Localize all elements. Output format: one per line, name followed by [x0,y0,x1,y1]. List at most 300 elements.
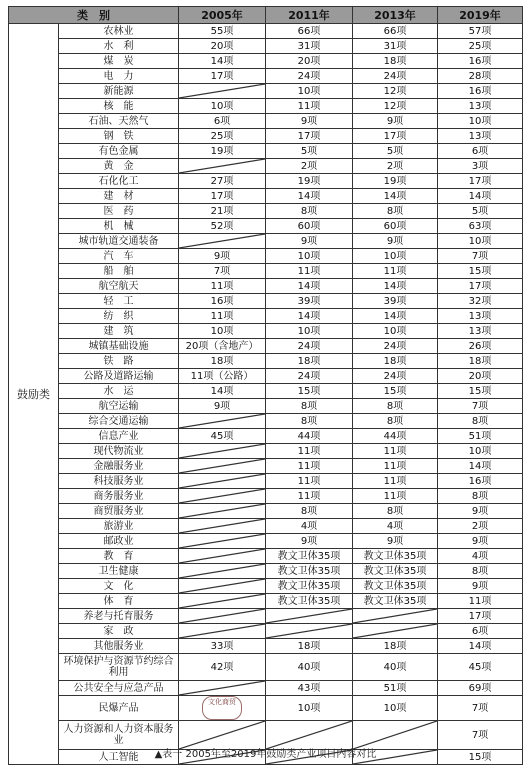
industry-name-cell: 航空航天 [59,279,179,294]
table-row [9,129,523,144]
value-cell-v2005: 11项（公路） [179,369,266,384]
table-row [9,564,523,579]
value-cell-v2011: 教文卫体35项 [266,564,353,579]
industry-name-cell: 科技服务业 [59,474,179,489]
table-row [9,84,523,99]
value-cell-v2019: 14项 [438,639,523,654]
industry-name-cell: 医 药 [59,204,179,219]
table-body [9,24,523,765]
table-caption: ▲表一 2005年至2019年鼓励类产业项目内容对比 [154,749,377,760]
table-row [9,324,523,339]
industry-name-cell: 环境保护与资源节约综合利用 [59,654,179,681]
table-row [9,474,523,489]
value-cell-v2011: 14项 [266,309,353,324]
industry-name-cell: 邮政业 [59,534,179,549]
value-cell-v2019: 9项 [438,534,523,549]
value-cell-v2011: 24项 [266,339,353,354]
value-cell-v2011: 17项 [266,129,353,144]
value-cell-v2005: 20项（含地产） [179,339,266,354]
diagonal-slash [179,234,265,248]
industry-name-cell: 综合交通运输 [59,414,179,429]
value-cell-v2019: 11项 [438,594,523,609]
value-cell-v2005: 21项 [179,204,266,219]
table-row [9,504,523,519]
table-row [9,144,523,159]
diagonal-slash [353,609,437,623]
industry-name-cell: 石油、天然气 [59,114,179,129]
diagonal-slash [266,609,352,623]
value-cell-v2019: 10项 [438,114,523,129]
table-row [9,294,523,309]
value-cell-v2013: 11项 [353,264,438,279]
header-2019: 2019年 [438,7,523,24]
value-cell-v2011: 8项 [266,399,353,414]
value-cell-v2019: 5项 [438,204,523,219]
value-cell-v2011: 9项 [266,234,353,249]
value-cell-v2019: 13项 [438,309,523,324]
category-cell: 鼓励类 [9,24,59,765]
value-cell-v2005: 9项 [179,399,266,414]
diagonal-slash [179,84,265,98]
value-cell-v2019: 17项 [438,174,523,189]
value-cell-v2019: 14项 [438,189,523,204]
table-row [9,204,523,219]
value-cell-v2013: 11项 [353,444,438,459]
table-row [9,174,523,189]
industry-name-cell: 文 化 [59,579,179,594]
value-cell-v2013: 教文卫体35项 [353,594,438,609]
value-cell-v2005: 52项 [179,219,266,234]
value-cell-v2011: 8项 [266,504,353,519]
value-cell-v2013: 14项 [353,309,438,324]
value-cell-v2019: 8项 [438,489,523,504]
empty-cell-v2005 [179,549,266,564]
empty-cell-v2005 [179,519,266,534]
value-cell-v2011: 14项 [266,279,353,294]
industry-name-cell: 家 政 [59,624,179,639]
value-cell-v2005: 55项 [179,24,266,39]
diagonal-slash [179,534,265,548]
value-cell-v2013: 8项 [353,399,438,414]
empty-cell-v2005 [179,474,266,489]
industry-name-cell: 公共安全与应急产品 [59,681,179,696]
value-cell-v2019: 69项 [438,681,523,696]
empty-cell-v2013 [353,624,438,639]
value-cell-v2011: 11项 [266,474,353,489]
value-cell-v2011: 9项 [266,114,353,129]
value-cell-v2011: 18项 [266,354,353,369]
empty-cell-v2005 [179,459,266,474]
empty-cell-v2005 [179,234,266,249]
empty-cell-v2005 [179,594,266,609]
value-cell-v2013: 11项 [353,474,438,489]
table-header-row [9,7,523,24]
value-cell-v2011: 39项 [266,294,353,309]
table-row [9,429,523,444]
value-cell-v2019: 13项 [438,324,523,339]
value-cell-v2011: 24项 [266,69,353,84]
value-cell-v2013: 9项 [353,114,438,129]
value-cell-v2011: 10项 [266,696,353,721]
diagonal-slash [179,519,265,533]
value-cell-v2019: 32项 [438,294,523,309]
industry-name-cell: 有色金属 [59,144,179,159]
table-row [9,399,523,414]
empty-cell-v2013 [353,609,438,624]
value-cell-v2019: 3项 [438,159,523,174]
industry-name-cell: 水 运 [59,384,179,399]
value-cell-v2005: 10项 [179,99,266,114]
value-cell-v2019: 20项 [438,369,523,384]
value-cell-v2011: 10项 [266,84,353,99]
table-row [9,519,523,534]
value-cell-v2013: 17项 [353,129,438,144]
value-cell-v2019: 13项 [438,99,523,114]
empty-cell-v2005 [179,564,266,579]
diagonal-slash [179,549,265,563]
value-cell-v2013: 66项 [353,24,438,39]
value-cell-v2013: 2项 [353,159,438,174]
value-cell-v2005: 25项 [179,129,266,144]
industry-name-cell: 轻 工 [59,294,179,309]
value-cell-v2011: 19项 [266,174,353,189]
table-row [9,609,523,624]
industry-name-cell: 新能源 [59,84,179,99]
value-cell-v2013: 40项 [353,654,438,681]
industry-name-cell: 教 育 [59,549,179,564]
value-cell-v2011: 2项 [266,159,353,174]
value-cell-v2005: 14项 [179,384,266,399]
comparison-table-wrapper [8,6,522,765]
header-2013: 2013年 [353,7,438,24]
value-cell-v2005: 11项 [179,279,266,294]
value-cell-v2005: 6项 [179,114,266,129]
empty-cell-v2005 [179,579,266,594]
value-cell-v2005: 18项 [179,354,266,369]
table-row [9,654,523,681]
value-cell-v2005: 42项 [179,654,266,681]
industry-name-cell: 电 力 [59,69,179,84]
value-cell-v2005: 7项 [179,264,266,279]
industry-comparison-table [8,6,523,765]
table-row [9,99,523,114]
diagonal-slash [179,444,265,458]
table-row [9,309,523,324]
empty-cell-v2005 [179,414,266,429]
value-cell-v2011: 11项 [266,264,353,279]
value-cell-v2019: 16项 [438,54,523,69]
table-row [9,24,523,39]
value-cell-v2011: 11项 [266,444,353,459]
value-cell-v2019: 8项 [438,414,523,429]
value-cell-v2011: 8项 [266,204,353,219]
diagonal-slash [179,474,265,488]
diagonal-slash [353,624,437,638]
value-cell-v2013: 18项 [353,354,438,369]
table-row [9,279,523,294]
diagonal-slash [179,504,265,518]
value-cell-v2013: 教文卫体35项 [353,549,438,564]
value-cell-v2011: 18项 [266,639,353,654]
header-2011: 2011年 [266,7,353,24]
empty-cell-v2005 [179,489,266,504]
industry-name-cell: 石化化工 [59,174,179,189]
industry-name-cell: 公路及道路运输 [59,369,179,384]
value-cell-v2019: 15项 [438,384,523,399]
industry-name-cell: 建 筑 [59,324,179,339]
value-cell-v2011: 9项 [266,534,353,549]
value-cell-v2011: 5项 [266,144,353,159]
value-cell-v2011: 43项 [266,681,353,696]
value-cell-v2019: 17项 [438,609,523,624]
value-cell-v2019: 14项 [438,459,523,474]
value-cell-v2019: 10项 [438,234,523,249]
value-cell-v2019: 10项 [438,444,523,459]
industry-name-cell: 城市轨道交通装备 [59,234,179,249]
industry-name-cell: 人力资源和人力资本服务业 [59,721,179,750]
value-cell-v2013: 18项 [353,54,438,69]
table-row [9,459,523,474]
value-cell-v2005: 10项 [179,324,266,339]
diagonal-slash [179,609,265,623]
industry-name-cell: 建 材 [59,189,179,204]
diagonal-slash [179,459,265,473]
diagonal-slash [179,624,265,638]
value-cell-v2011: 24项 [266,369,353,384]
value-cell-v2013: 10项 [353,249,438,264]
table-row [9,534,523,549]
value-cell-v2019: 13项 [438,129,523,144]
table-row [9,579,523,594]
value-cell-v2013: 44项 [353,429,438,444]
table-row [9,189,523,204]
empty-cell-v2005 [179,534,266,549]
empty-cell-v2011 [266,609,353,624]
industry-name-cell: 煤 炭 [59,54,179,69]
value-cell-v2011: 11项 [266,489,353,504]
value-cell-v2011: 31项 [266,39,353,54]
industry-name-cell: 船 舶 [59,264,179,279]
value-cell-v2013: 12项 [353,84,438,99]
value-cell-v2013: 11项 [353,459,438,474]
value-cell-v2019: 15项 [438,264,523,279]
value-cell-v2005: 9项 [179,249,266,264]
value-cell-v2013: 14项 [353,189,438,204]
empty-cell-v2005 [179,444,266,459]
empty-cell-v2005 [179,159,266,174]
industry-name-cell: 铁 路 [59,354,179,369]
value-cell-v2011: 教文卫体35项 [266,549,353,564]
value-cell-v2013: 9项 [353,534,438,549]
industry-name-cell: 信息产业 [59,429,179,444]
value-cell-v2005: 20项 [179,39,266,54]
value-cell-v2005: 33项 [179,639,266,654]
value-cell-v2011: 44项 [266,429,353,444]
value-cell-v2019: 9项 [438,504,523,519]
value-cell-v2013: 10项 [353,324,438,339]
industry-name-cell: 金融服务业 [59,459,179,474]
value-cell-v2013: 4项 [353,519,438,534]
value-cell-v2019: 16项 [438,474,523,489]
value-cell-v2013: 10项 [353,696,438,721]
diagonal-slash [179,681,265,695]
table-row [9,69,523,84]
table-row [9,39,523,54]
table-row [9,249,523,264]
value-cell-v2011: 教文卫体35项 [266,594,353,609]
value-cell-v2011: 11项 [266,459,353,474]
industry-name-cell: 卫生健康 [59,564,179,579]
value-cell-v2005: 19项 [179,144,266,159]
table-row [9,384,523,399]
table-row [9,54,523,69]
value-cell-v2019: 8项 [438,564,523,579]
industry-name-cell: 民爆产品 [59,696,179,721]
value-cell-v2019: 4项 [438,549,523,564]
watermark-stamp: 文化商贸 [202,696,242,720]
value-cell-v2013: 11项 [353,489,438,504]
value-cell-v2005: 11项 [179,309,266,324]
empty-cell-v2005 [179,681,266,696]
value-cell-v2013: 24项 [353,69,438,84]
industry-name-cell: 城镇基础设施 [59,339,179,354]
value-cell-v2011: 教文卫体35项 [266,579,353,594]
industry-name-cell: 纺 织 [59,309,179,324]
empty-cell-v2005 [179,624,266,639]
industry-name-cell: 其他服务业 [59,639,179,654]
industry-name-cell: 水 利 [59,39,179,54]
value-cell-v2019: 7项 [438,721,523,750]
industry-name-cell: 人工智能 [59,750,179,765]
value-cell-v2013: 24项 [353,369,438,384]
value-cell-v2013: 教文卫体35项 [353,579,438,594]
value-cell-v2011: 4项 [266,519,353,534]
empty-cell-v2005 [179,609,266,624]
industry-name-cell: 机 械 [59,219,179,234]
table-row [9,339,523,354]
table-row [9,264,523,279]
value-cell-v2005: 14项 [179,54,266,69]
industry-name-cell: 航空运输 [59,399,179,414]
table-row [9,549,523,564]
value-cell-v2019: 57项 [438,24,523,39]
table-row [9,219,523,234]
value-cell-v2013: 教文卫体35项 [353,564,438,579]
value-cell-v2011: 40项 [266,654,353,681]
value-cell-v2013: 9项 [353,234,438,249]
value-cell-v2019: 18项 [438,354,523,369]
value-cell-v2019: 28项 [438,69,523,84]
diagonal-slash [179,159,265,173]
value-cell-v2011: 10项 [266,324,353,339]
industry-name-cell: 商贸服务业 [59,504,179,519]
industry-name-cell: 汽 车 [59,249,179,264]
value-cell-v2011: 11项 [266,99,353,114]
value-cell-v2013: 19项 [353,174,438,189]
header-2005: 2005年 [179,7,266,24]
table-row [9,369,523,384]
value-cell-v2019: 6项 [438,624,523,639]
diagonal-slash [179,579,265,593]
industry-name-cell: 黄 金 [59,159,179,174]
industry-name-cell: 钢 铁 [59,129,179,144]
value-cell-v2019: 51项 [438,429,523,444]
value-cell-v2019: 25项 [438,39,523,54]
empty-cell-v2011 [266,624,353,639]
value-cell-v2013: 15项 [353,384,438,399]
value-cell-v2011: 20项 [266,54,353,69]
industry-name-cell: 养老与托育服务 [59,609,179,624]
value-cell-v2019: 26项 [438,339,523,354]
diagonal-slash [179,594,265,608]
table-row [9,234,523,249]
empty-cell-v2005 [179,696,266,721]
value-cell-v2019: 63项 [438,219,523,234]
diagonal-slash [179,489,265,503]
table-row [9,414,523,429]
value-cell-v2019: 7项 [438,696,523,721]
value-cell-v2005: 16项 [179,294,266,309]
table-row [9,639,523,654]
value-cell-v2013: 51项 [353,681,438,696]
value-cell-v2013: 18项 [353,639,438,654]
table-row [9,354,523,369]
empty-cell-v2005 [179,504,266,519]
industry-name-cell: 体 育 [59,594,179,609]
industry-name-cell: 农林业 [59,24,179,39]
value-cell-v2013: 39项 [353,294,438,309]
table-row [9,489,523,504]
value-cell-v2019: 17项 [438,279,523,294]
value-cell-v2019: 15项 [438,750,523,765]
industry-name-cell: 现代物流业 [59,444,179,459]
value-cell-v2019: 16项 [438,84,523,99]
value-cell-v2019: 2项 [438,519,523,534]
diagonal-slash [179,414,265,428]
value-cell-v2013: 5项 [353,144,438,159]
table-row [9,114,523,129]
value-cell-v2005: 27项 [179,174,266,189]
empty-cell-v2005 [179,84,266,99]
value-cell-v2011: 8项 [266,414,353,429]
table-row [9,594,523,609]
value-cell-v2019: 7项 [438,249,523,264]
value-cell-v2011: 10项 [266,249,353,264]
value-cell-v2019: 9项 [438,579,523,594]
value-cell-v2013: 8项 [353,414,438,429]
table-row [9,681,523,696]
table-row [9,624,523,639]
value-cell-v2013: 31项 [353,39,438,54]
diagonal-slash [266,624,352,638]
value-cell-v2013: 60项 [353,219,438,234]
value-cell-v2011: 60项 [266,219,353,234]
value-cell-v2019: 45项 [438,654,523,681]
table-row [9,444,523,459]
value-cell-v2011: 66项 [266,24,353,39]
table-row [9,159,523,174]
header-category: 类 别 [9,7,179,24]
value-cell-v2005: 45项 [179,429,266,444]
diagonal-slash [179,564,265,578]
industry-name-cell: 核 能 [59,99,179,114]
value-cell-v2011: 14项 [266,189,353,204]
value-cell-v2013: 8项 [353,204,438,219]
value-cell-v2013: 8项 [353,504,438,519]
value-cell-v2011: 15项 [266,384,353,399]
industry-name-cell: 旅游业 [59,519,179,534]
table-row [9,696,523,721]
